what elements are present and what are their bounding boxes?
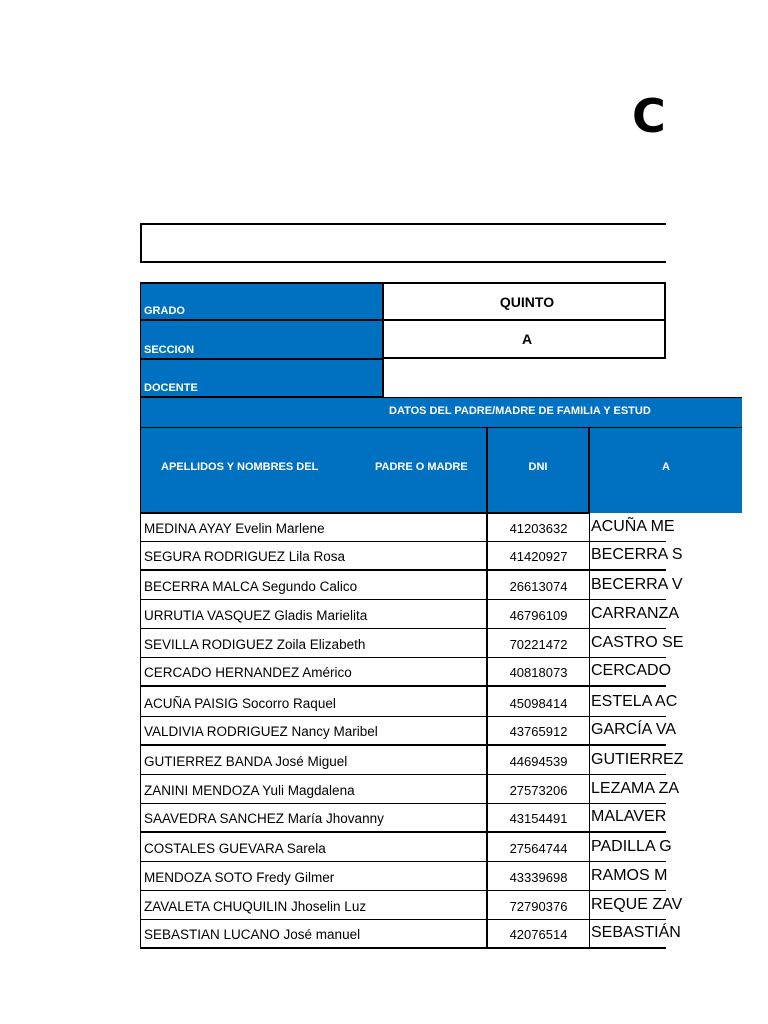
docente-label: DOCENTE	[140, 359, 384, 397]
student-cell[interactable]: CARRANZA	[591, 605, 680, 622]
dni-cell[interactable]: 72790376	[488, 891, 590, 919]
dni-cell[interactable]: 27564744	[488, 833, 590, 861]
dni-cell[interactable]: 27573206	[488, 775, 590, 803]
grado-label: GRADO	[140, 282, 384, 320]
header-parent-name-a: APELLIDOS Y NOMBRES DEL	[161, 461, 319, 473]
student-cell[interactable]: GUTIERREZ	[591, 751, 684, 768]
parent-name-cell[interactable]: SEVILLA RODIGUEZ Zoila Elizabeth	[140, 629, 488, 657]
parent-name-cell[interactable]: SEGURA RODRIGUEZ Lila Rosa	[140, 542, 488, 569]
parents-table	[140, 513, 684, 949]
dni-cell[interactable]: 40818073	[488, 658, 590, 685]
dni-cell[interactable]: 41420927	[488, 542, 590, 569]
parent-name-cell[interactable]: BECERRA MALCA Segundo Calico	[140, 571, 488, 599]
table-row	[140, 513, 675, 542]
header-student-label: A	[662, 461, 670, 473]
header-parent-name-b: PADRE O MADRE	[375, 461, 468, 473]
table-row	[140, 600, 680, 629]
grado-value[interactable]: QUINTO	[384, 282, 666, 320]
page-title: C	[632, 89, 666, 143]
table-row	[140, 629, 684, 658]
parent-name-cell[interactable]: COSTALES GUEVARA Sarela	[140, 833, 488, 861]
table-row	[140, 687, 678, 717]
student-cell[interactable]: MALAVER	[591, 808, 667, 825]
parent-name-cell[interactable]: ZANINI MENDOZA Yuli Magdalena	[140, 775, 488, 803]
docente-value[interactable]	[384, 359, 666, 397]
student-cell[interactable]: RAMOS M	[591, 867, 668, 884]
student-cell[interactable]: GARCÍA VA	[591, 721, 677, 738]
banner-text: DATOS DEL PADRE/MADRE DE FAMILIA Y ESTUD	[389, 405, 651, 417]
table-row	[140, 833, 672, 862]
table-row	[140, 746, 684, 775]
table-row	[140, 862, 666, 891]
student-cell[interactable]: LEZAMA ZA	[591, 780, 680, 797]
parent-name-cell[interactable]: ACUÑA PAISIG Socorro Raquel	[140, 687, 488, 716]
dni-cell[interactable]: 45098414	[488, 687, 590, 716]
table-row	[140, 717, 677, 746]
student-cell[interactable]: SEBASTIÁN	[591, 924, 681, 941]
parent-name-cell[interactable]: GUTIERREZ BANDA José Miguel	[140, 746, 488, 774]
seccion-value[interactable]: A	[384, 320, 666, 359]
dni-cell[interactable]: 43765912	[488, 717, 590, 744]
student-cell[interactable]: ESTELA AC	[591, 693, 678, 710]
table-row	[140, 891, 683, 920]
dni-cell[interactable]: 43154491	[488, 804, 590, 831]
parent-name-cell[interactable]: MEDINA AYAY Evelin Marlene	[140, 513, 488, 541]
table-row	[140, 658, 672, 687]
dni-cell[interactable]: 41203632	[488, 513, 590, 541]
parent-name-cell[interactable]: URRUTIA VASQUEZ Gladis Marielita	[140, 600, 488, 628]
dni-cell[interactable]: 42076514	[488, 920, 590, 947]
header-box	[140, 223, 666, 263]
dni-cell[interactable]: 44694539	[488, 746, 590, 774]
header-parent-name	[140, 428, 488, 514]
dni-cell[interactable]: 26613074	[488, 571, 590, 599]
seccion-label: SECCION	[140, 320, 384, 359]
header-student	[590, 428, 742, 513]
table-row	[140, 775, 680, 804]
table-row	[140, 920, 681, 949]
parent-name-cell[interactable]: ZAVALETA CHUQUILIN Jhoselin Luz	[140, 891, 488, 919]
student-cell[interactable]: BECERRA V	[591, 576, 683, 593]
student-cell[interactable]: ACUÑA ME	[591, 518, 675, 535]
student-cell[interactable]: CASTRO SE	[591, 634, 684, 651]
parent-name-cell[interactable]: SAAVEDRA SANCHEZ María Jhovanny	[140, 804, 488, 831]
student-cell[interactable]: REQUE ZAV	[591, 896, 683, 913]
grado-row	[140, 282, 666, 320]
docente-row	[140, 359, 666, 397]
parent-name-cell[interactable]: SEBASTIAN LUCANO José manuel	[140, 920, 488, 947]
table-row	[140, 571, 683, 600]
section-banner	[140, 397, 742, 428]
student-cell[interactable]: CERCADO	[591, 662, 672, 679]
header-dni-label: DNI	[528, 461, 548, 473]
student-cell[interactable]: PADILLA G	[591, 838, 672, 855]
table-row	[140, 804, 666, 833]
header-dni	[488, 428, 590, 514]
dni-cell[interactable]: 46796109	[488, 600, 590, 628]
table-row	[140, 542, 683, 571]
parent-name-cell[interactable]: CERCADO HERNANDEZ Américo	[140, 658, 488, 685]
seccion-row	[140, 320, 666, 359]
parent-name-cell[interactable]: VALDIVIA RODRIGUEZ Nancy Maribel	[140, 717, 488, 744]
parent-name-cell[interactable]: MENDOZA SOTO Fredy Gilmer	[140, 862, 488, 890]
student-cell[interactable]: BECERRA S	[591, 546, 683, 563]
dni-cell[interactable]: 43339698	[488, 862, 590, 890]
dni-cell[interactable]: 70221472	[488, 629, 590, 657]
